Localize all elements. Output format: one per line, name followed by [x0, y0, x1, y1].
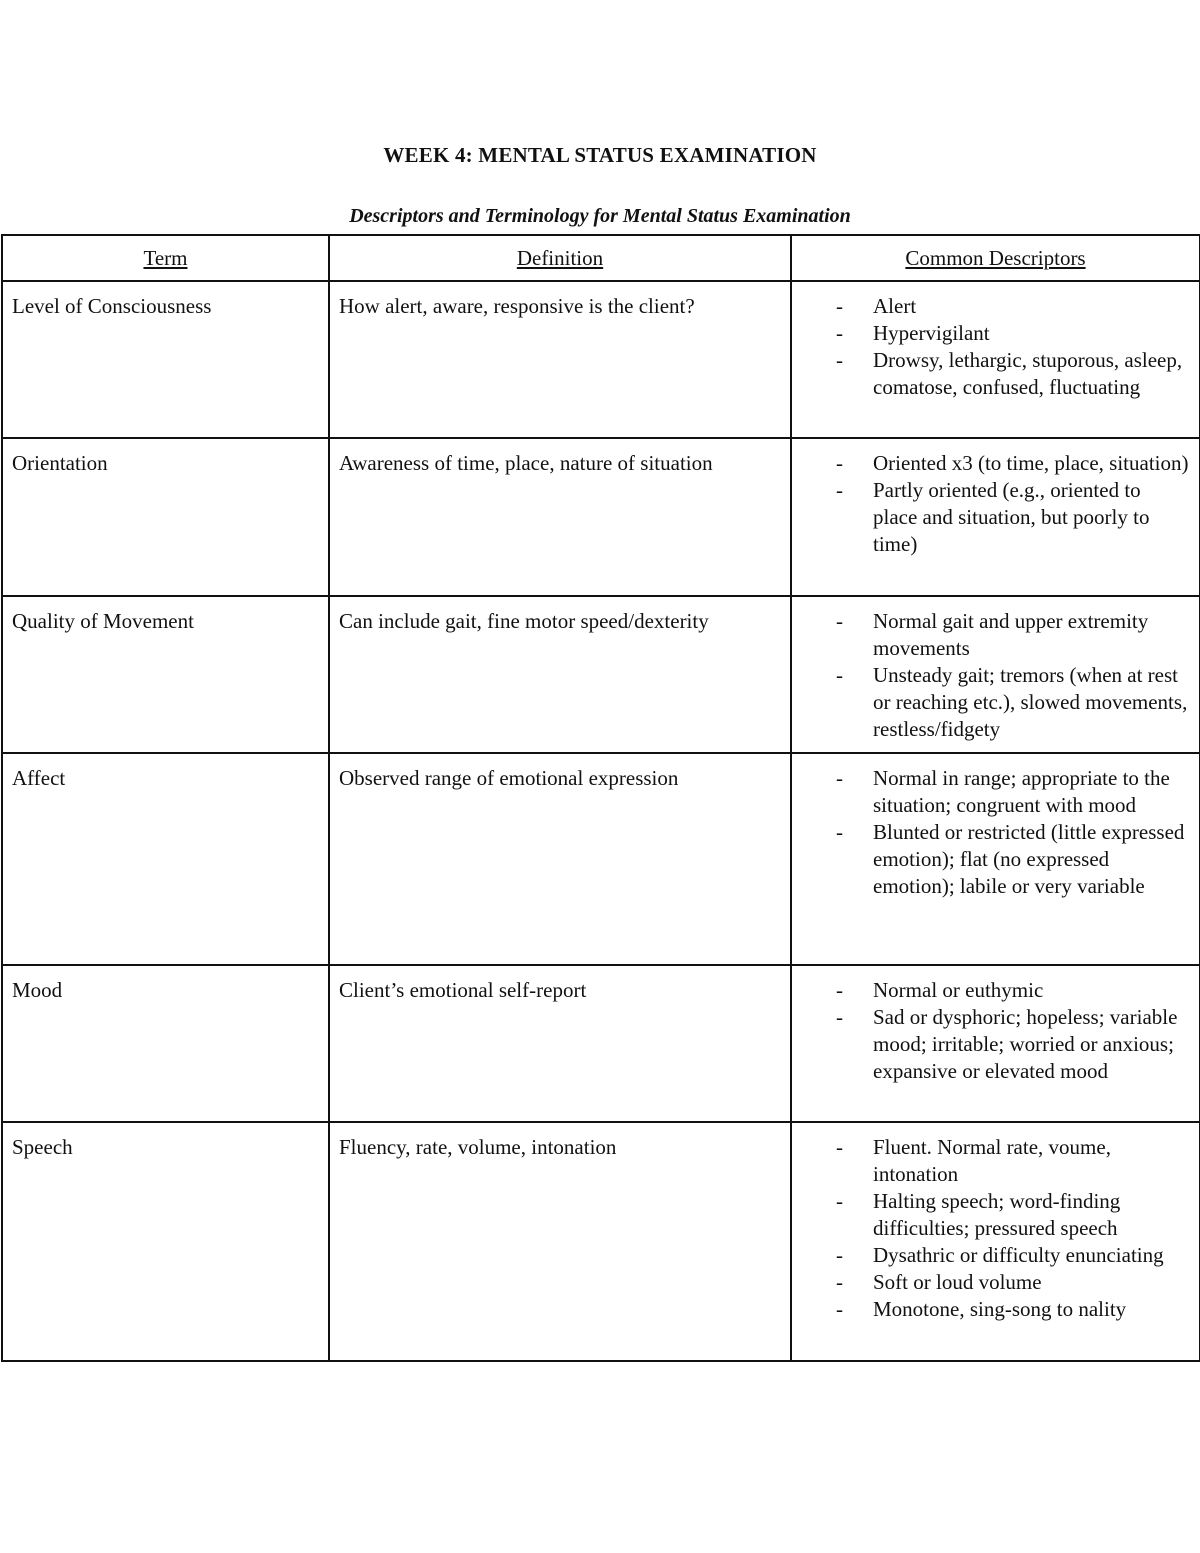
descriptor-text: Unsteady gait; tremors (when at rest or reaching etc.), slowed movements, restless/fidgety [873, 663, 1188, 741]
descriptor-list [836, 1134, 1189, 1323]
descriptor-text: Alert [873, 294, 917, 318]
table-header-row [2, 235, 1200, 281]
term-cell: Level of Consciousness [2, 281, 329, 438]
table-row [2, 281, 1200, 438]
dash-bullet: - [836, 478, 843, 502]
header-definition: Definition [329, 235, 791, 281]
definition-cell: Fluency, rate, volume, intonation [329, 1122, 791, 1361]
definition-cell: Can include gait, fine motor speed/dexterity [329, 596, 791, 753]
dash-bullet: - [836, 1297, 843, 1321]
dash-bullet: - [836, 1270, 843, 1294]
definition-cell: How alert, aware, responsive is the client? [329, 281, 791, 438]
descriptor-item [836, 1296, 1189, 1323]
descriptor-text: Normal or euthymic [873, 978, 1044, 1002]
descriptor-text: Dysathric or difficulty enunciating [873, 1243, 1164, 1267]
term-cell: Mood [2, 965, 329, 1122]
mental-status-table [1, 234, 1200, 1362]
table-caption: Descriptors and Terminology for Mental Status Examination [349, 205, 851, 227]
descriptor-text: Normal gait and upper extremity movements [873, 609, 1149, 660]
descriptor-item [836, 320, 1189, 347]
descriptor-item [836, 347, 1189, 401]
dash-bullet: - [836, 348, 843, 372]
descriptor-list [836, 765, 1189, 900]
descriptor-text: Hypervigilant [873, 321, 990, 345]
dash-bullet: - [836, 321, 843, 345]
descriptor-item [836, 450, 1189, 477]
descriptor-item [836, 819, 1189, 900]
descriptor-text: Drowsy, lethargic, stuporous, asleep, comatose, confused, fluctuating [873, 348, 1183, 399]
descriptor-text: Oriented x3 (to time, place, situation) [873, 451, 1189, 475]
descriptor-item [836, 1242, 1189, 1269]
descriptor-text: Blunted or restricted (little expressed emotion); flat (no expressed emotion); labile or very variable [873, 820, 1185, 898]
header-term: Term [2, 235, 329, 281]
dash-bullet: - [836, 294, 843, 318]
descriptor-item [836, 608, 1189, 662]
descriptor-list [836, 293, 1189, 401]
descriptor-list [836, 977, 1189, 1085]
descriptor-item [836, 765, 1189, 819]
descriptors-cell [791, 281, 1200, 438]
descriptor-text: Normal in range; appropriate to the situation; congruent with mood [873, 766, 1170, 817]
descriptor-item [836, 293, 1189, 320]
descriptor-item [836, 1188, 1189, 1242]
dash-bullet: - [836, 663, 843, 687]
descriptor-text: Halting speech; word-finding difficulties; pressured speech [873, 1189, 1121, 1240]
descriptor-list [836, 608, 1189, 743]
descriptor-text: Soft or loud volume [873, 1270, 1042, 1294]
descriptors-cell [791, 753, 1200, 965]
dash-bullet: - [836, 820, 843, 844]
dash-bullet: - [836, 1189, 843, 1213]
descriptor-text: Monotone, sing-song to nality [873, 1297, 1127, 1321]
descriptor-item [836, 477, 1189, 558]
descriptor-item [836, 1269, 1189, 1296]
header-common-descriptors: Common Descriptors [791, 235, 1200, 281]
descriptor-item [836, 662, 1189, 743]
descriptor-text: Sad or dysphoric; hopeless; variable mood; irritable; worried or anxious; expansive or elevated mood [873, 1005, 1178, 1083]
descriptor-text: Partly oriented (e.g., oriented to place and situation, but poorly to time) [873, 478, 1150, 556]
dash-bullet: - [836, 1243, 843, 1267]
dash-bullet: - [836, 978, 843, 1002]
table-row [2, 438, 1200, 596]
descriptor-list [836, 450, 1189, 558]
descriptor-item [836, 977, 1189, 1004]
descriptors-cell [791, 438, 1200, 596]
table-row [2, 753, 1200, 965]
term-cell: Speech [2, 1122, 329, 1361]
descriptor-text: Fluent. Normal rate, voume, intonation [873, 1135, 1111, 1186]
definition-cell: Client’s emotional self-report [329, 965, 791, 1122]
table-row [2, 965, 1200, 1122]
dash-bullet: - [836, 609, 843, 633]
definition-cell: Observed range of emotional expression [329, 753, 791, 965]
term-cell: Orientation [2, 438, 329, 596]
term-cell: Quality of Movement [2, 596, 329, 753]
dash-bullet: - [836, 766, 843, 790]
definition-cell: Awareness of time, place, nature of situation [329, 438, 791, 596]
descriptor-item [836, 1134, 1189, 1188]
dash-bullet: - [836, 451, 843, 475]
descriptors-cell [791, 1122, 1200, 1361]
dash-bullet: - [836, 1135, 843, 1159]
dash-bullet: - [836, 1005, 843, 1029]
page-title: WEEK 4: MENTAL STATUS EXAMINATION [383, 143, 817, 167]
term-cell: Affect [2, 753, 329, 965]
descriptors-cell [791, 596, 1200, 753]
descriptors-cell [791, 965, 1200, 1122]
table-row [2, 1122, 1200, 1361]
descriptor-item [836, 1004, 1189, 1085]
table-row [2, 596, 1200, 753]
